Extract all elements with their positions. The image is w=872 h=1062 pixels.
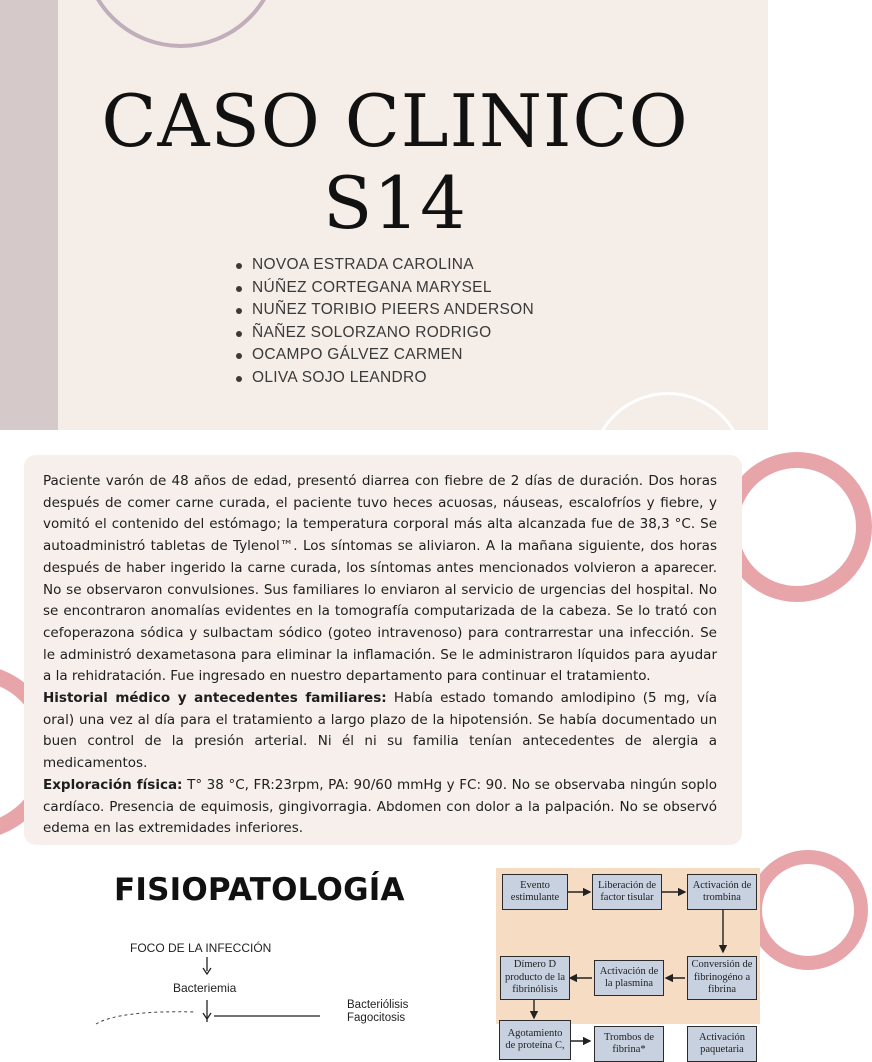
flow-box-activacion: Activación paquetaria xyxy=(687,1026,757,1062)
history-paragraph xyxy=(43,688,717,775)
case-text xyxy=(43,471,717,840)
exam-text: T° 38 °C, FR:23rpm, PA: 90/60 mmHg y FC: 90. No se observaba ningún soplo cardíaco. Presencia de equimosis, gingivorragia. Abdomen con dolor a la palpación. No se observó edema en las extremidades inferiores. xyxy=(43,776,717,837)
pink-ring-decoration-right xyxy=(722,452,872,602)
members-list xyxy=(234,254,534,390)
flow-box-trombina: Activación de trombina xyxy=(687,874,757,910)
ring-decoration-top xyxy=(82,0,280,48)
fisiopatologia-title: FISIOPATOLOGÍA xyxy=(114,872,405,908)
case-intro: Paciente varón de 48 años de edad, presentó diarrea con fiebre de 2 días de duración. Dos horas después de comer carne curada, el paciente tuvo heces acuosas, náuseas, escalofríos y fiebre, y vomitó el contenido del estómago; la temperatura corporal más alta alcanzada fue de 38,3 °C. Se autoadministró tabletas de Tylenol™. Los síntomas se aliviaron. A la mañana siguiente, dos horas después de haber ingerido la carne curada, los síntomas antes mencionados volvieron a aparecer. No se observaron convulsiones. Sus familiares lo enviaron al servicio de urgencias del hospital. No se encontraron anomalías evidentes en la tomografía computarizada de la cabeza. Se lo trató con cefoperazona sódica y sulbactam sódico (goteo intravenoso) para contrarrestar una infección. Se le administró dexametasona para eliminar la inflamación. Se le administraron líquidos para ayudar a la rehidratación. Fue ingresado en nuestro departamento para continuar el tratamiento. xyxy=(43,473,717,685)
page-title xyxy=(0,80,790,244)
case-slide xyxy=(0,430,768,1055)
history-text: Había estado tomando amlodipino (5 mg, vía oral) una vez al día para el tratamiento a largo plazo de la hipotensión. Se había documentado un buen control de la presión arterial. Ni él ni su familia tenían antecedentes de alergia a medicamentos. xyxy=(43,690,717,772)
title-line-1: CASO CLINICO xyxy=(101,79,689,163)
member-item: OLIVA SOJO LEANDRO xyxy=(234,367,534,390)
coagulation-flowchart xyxy=(496,868,760,1055)
history-label: Historial médico y antecedentes familiares: xyxy=(43,690,387,707)
flow-box-evento: Evento estimulante xyxy=(502,874,568,910)
flow-box-factor-tisular: Liberación de factor tisular xyxy=(592,874,662,910)
member-item: NÚÑEZ CORTEGANA MARYSEL xyxy=(234,277,534,300)
flow-box-trombos: Trombos de fibrina* xyxy=(594,1026,664,1062)
exam-label: Exploración física: xyxy=(43,776,183,793)
flow-box-dimero-d: Dímero D producto de la fibrinólisis xyxy=(500,956,570,1000)
pink-ring-decoration-lower-right xyxy=(748,850,868,970)
dotted-curve xyxy=(96,1012,196,1024)
flow-box-proteina-c: Agotamiento de proteína C, xyxy=(499,1020,571,1060)
flow-box-plasmina: Activación de la plasmina xyxy=(594,960,664,996)
flow-box-fibrina: Conversión de fibrinogéno a fibrina xyxy=(687,956,757,1000)
member-item: NUÑEZ TORIBIO PIEERS ANDERSON xyxy=(234,299,534,322)
infection-diagram xyxy=(0,930,480,1024)
bacteriolisis-label: Bacteriólisis xyxy=(347,999,409,1011)
member-item: NOVOA ESTRADA CAROLINA xyxy=(234,254,534,277)
title-line-2: S14 xyxy=(323,161,467,245)
bacteriemia-label: Bacteriemia xyxy=(173,981,237,995)
member-item: OCAMPO GÁLVEZ CARMEN xyxy=(234,344,534,367)
fagocitosis-label: Fagocitosis xyxy=(347,1012,406,1024)
title-slide xyxy=(0,0,768,430)
member-item: ÑAÑEZ SOLORZANO RODRIGO xyxy=(234,322,534,345)
foco-label: FOCO DE LA INFECCIÓN xyxy=(130,941,272,955)
exam-paragraph xyxy=(43,775,717,840)
